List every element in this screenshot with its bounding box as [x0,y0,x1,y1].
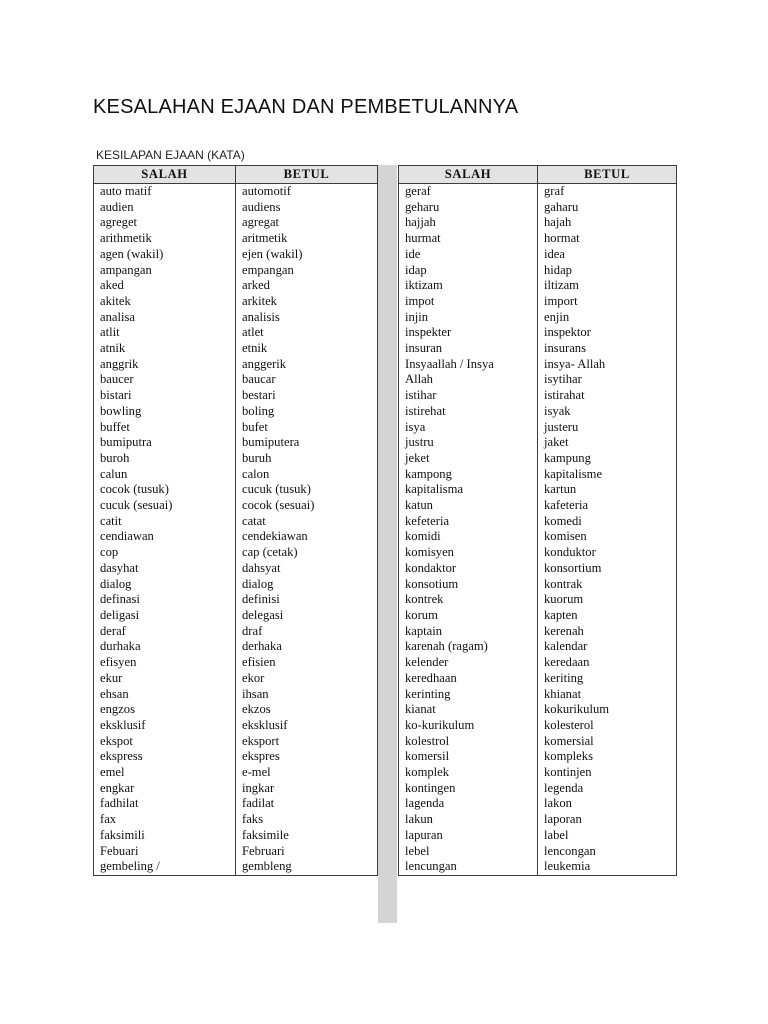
cell-betul: eksklusif [236,718,378,734]
cell-salah: keredhaan [399,671,538,687]
table-row [399,592,677,608]
table-row [94,200,378,216]
cell-betul: atlet [236,325,378,341]
cell-salah: deraf [94,624,236,640]
table-row [94,545,378,561]
cell-betul: kampung [538,451,677,467]
cell-betul: keredaan [538,655,677,671]
cell-betul: kerenah [538,624,677,640]
table-row [399,608,677,624]
cell-salah: cucuk (sesuai) [94,498,236,514]
table-row [399,467,677,483]
table-header-row [94,166,378,184]
spelling-table-left [93,165,378,876]
table-row [399,357,677,373]
cell-salah: ekspot [94,734,236,750]
table-row [94,781,378,797]
cell-salah: Insyaallah / Insya [399,357,538,373]
cell-betul: ejen (wakil) [236,247,378,263]
cell-salah: kampong [399,467,538,483]
cell-betul: jaket [538,435,677,451]
table-row [94,529,378,545]
table-row [399,263,677,279]
cell-betul: boling [236,404,378,420]
spelling-table-right [398,165,677,876]
table-row [399,498,677,514]
cell-salah: hurmat [399,231,538,247]
cell-betul: lencongan [538,844,677,860]
table-row [399,404,677,420]
cell-salah: komidi [399,529,538,545]
cell-betul: khianat [538,687,677,703]
cell-salah: ehsan [94,687,236,703]
cell-salah: calun [94,467,236,483]
table-row [399,482,677,498]
table-row [94,357,378,373]
table-row [94,388,378,404]
cell-betul: kuorum [538,592,677,608]
cell-salah: cendiawan [94,529,236,545]
table-row [399,655,677,671]
header-salah: SALAH [94,166,236,184]
cell-salah: atlit [94,325,236,341]
cell-salah: buroh [94,451,236,467]
cell-salah: lagenda [399,796,538,812]
table-row [399,215,677,231]
table-row [399,577,677,593]
cell-betul: kolesterol [538,718,677,734]
table-row [94,372,378,388]
cell-betul: komedi [538,514,677,530]
table-row [94,734,378,750]
cell-betul: kompleks [538,749,677,765]
cell-salah: durhaka [94,639,236,655]
cell-betul: hidap [538,263,677,279]
table-row [94,310,378,326]
cell-betul: hajah [538,215,677,231]
table-row [94,655,378,671]
table-row [399,231,677,247]
table-row [399,325,677,341]
cell-betul: ekor [236,671,378,687]
cell-salah: isya [399,420,538,436]
cell-betul: cocok (sesuai) [236,498,378,514]
cell-betul: kokurikulum [538,702,677,718]
table-row [399,828,677,844]
cell-salah: audien [94,200,236,216]
cell-salah: korum [399,608,538,624]
cell-betul: Februari [236,844,378,860]
table-row [94,687,378,703]
cell-betul: e-mel [236,765,378,781]
cell-betul: kontrak [538,577,677,593]
cell-betul: iltizam [538,278,677,294]
table-row [94,420,378,436]
cell-salah: komplek [399,765,538,781]
cell-salah: lebel [399,844,538,860]
cell-salah: insuran [399,341,538,357]
cell-betul: konsortium [538,561,677,577]
cell-betul: hormat [538,231,677,247]
table-row [399,844,677,860]
cell-salah: ide [399,247,538,263]
cell-salah: fadhilat [94,796,236,812]
cell-salah: Allah [399,372,538,388]
cell-salah: agen (wakil) [94,247,236,263]
cell-salah: engzos [94,702,236,718]
cell-salah: cocok (tusuk) [94,482,236,498]
cell-betul: empangan [236,263,378,279]
cell-salah: komisyen [399,545,538,561]
cell-betul: ihsan [236,687,378,703]
cell-betul: draf [236,624,378,640]
table-row [399,200,677,216]
cell-betul: derhaka [236,639,378,655]
cell-betul: automotif [236,184,378,200]
column-separator [378,165,397,923]
cell-salah: eksklusif [94,718,236,734]
cell-betul: isyak [538,404,677,420]
cell-salah: jeket [399,451,538,467]
cell-salah: auto matif [94,184,236,200]
table-body [399,184,677,876]
cell-betul: lakon [538,796,677,812]
cell-betul: arkitek [236,294,378,310]
cell-betul: anggerik [236,357,378,373]
cell-salah: dialog [94,577,236,593]
table-row [399,796,677,812]
cell-salah: baucer [94,372,236,388]
table-row [94,247,378,263]
table-row [94,215,378,231]
header-salah: SALAH [399,166,538,184]
table-row [94,749,378,765]
cell-betul: bumiputera [236,435,378,451]
cell-betul: cendekiawan [236,529,378,545]
table-row [94,702,378,718]
cell-salah: kondaktor [399,561,538,577]
table-row [399,451,677,467]
cell-betul: delegasi [236,608,378,624]
cell-betul: kontinjen [538,765,677,781]
cell-betul: eksport [236,734,378,750]
table-row [399,812,677,828]
cell-salah: kapitalisma [399,482,538,498]
cell-salah: kefeteria [399,514,538,530]
cell-salah: arithmetik [94,231,236,247]
table-row [399,671,677,687]
cell-betul: cucuk (tusuk) [236,482,378,498]
table-row [399,687,677,703]
cell-betul: konduktor [538,545,677,561]
cell-salah: agreget [94,215,236,231]
table-row [399,561,677,577]
cell-betul: insurans [538,341,677,357]
cell-salah: justru [399,435,538,451]
cell-salah: Febuari [94,844,236,860]
table-row [94,482,378,498]
cell-betul: cap (cetak) [236,545,378,561]
table-row [94,231,378,247]
cell-betul: ekspres [236,749,378,765]
table-row [94,844,378,860]
cell-salah: engkar [94,781,236,797]
table-row [94,796,378,812]
table-row [399,341,677,357]
table-row [94,435,378,451]
cell-betul: arked [236,278,378,294]
cell-betul: label [538,828,677,844]
cell-betul: enjin [538,310,677,326]
cell-betul: justeru [538,420,677,436]
cell-betul: komersial [538,734,677,750]
table-row [399,702,677,718]
section-title: KESILAPAN EJAAN (KATA) [96,148,245,162]
cell-betul: aritmetik [236,231,378,247]
cell-salah: inspekter [399,325,538,341]
cell-salah: lencungan [399,859,538,875]
cell-salah: kontrek [399,592,538,608]
cell-salah: kontingen [399,781,538,797]
cell-salah: dasyhat [94,561,236,577]
cell-betul: import [538,294,677,310]
cell-salah: ampangan [94,263,236,279]
cell-salah: faksimili [94,828,236,844]
cell-betul: inspektor [538,325,677,341]
cell-salah: kolestrol [399,734,538,750]
cell-betul: komisen [538,529,677,545]
table-header-row [399,166,677,184]
cell-betul: istirahat [538,388,677,404]
table-row [399,765,677,781]
table-row [399,859,677,875]
table-row [399,749,677,765]
document-title: KESALAHAN EJAAN DAN PEMBETULANNYA [93,96,519,118]
table-row [94,765,378,781]
cell-salah: anggrik [94,357,236,373]
cell-betul: graf [538,184,677,200]
table-row [399,310,677,326]
cell-salah: hajjah [399,215,538,231]
table-row [399,529,677,545]
table-row [94,404,378,420]
table-row [399,514,677,530]
cell-betul: isytihar [538,372,677,388]
cell-betul: analisis [236,310,378,326]
cell-salah: akitek [94,294,236,310]
cell-betul: fadilat [236,796,378,812]
cell-betul: kapten [538,608,677,624]
cell-betul: laporan [538,812,677,828]
table-row [399,372,677,388]
cell-betul: definisi [236,592,378,608]
cell-salah: bowling [94,404,236,420]
cell-salah: ekur [94,671,236,687]
cell-salah: efisyen [94,655,236,671]
table-row [94,514,378,530]
cell-salah: kaptain [399,624,538,640]
cell-salah: geraf [399,184,538,200]
cell-betul: buruh [236,451,378,467]
table-row [94,294,378,310]
cell-salah: catit [94,514,236,530]
header-betul: BETUL [538,166,677,184]
table-row [399,624,677,640]
cell-betul: dialog [236,577,378,593]
cell-betul: etnik [236,341,378,357]
table-row [399,278,677,294]
table-row [399,734,677,750]
table-row [399,184,677,200]
cell-salah: iktizam [399,278,538,294]
table-row [94,608,378,624]
header-betul: BETUL [236,166,378,184]
cell-salah: ekspress [94,749,236,765]
table-row [94,812,378,828]
cell-betul: efisien [236,655,378,671]
cell-salah: impot [399,294,538,310]
table-row [94,498,378,514]
table-row [94,263,378,279]
cell-betul: dahsyat [236,561,378,577]
cell-salah: fax [94,812,236,828]
table-row [399,420,677,436]
cell-salah: aked [94,278,236,294]
cell-salah: geharu [399,200,538,216]
cell-salah: lapuran [399,828,538,844]
table-row [399,781,677,797]
cell-salah: katun [399,498,538,514]
table-row [94,561,378,577]
cell-salah: kianat [399,702,538,718]
cell-betul: gaharu [538,200,677,216]
cell-salah: idap [399,263,538,279]
cell-betul: audiens [236,200,378,216]
table-row [399,294,677,310]
table-row [94,278,378,294]
cell-salah: atnik [94,341,236,357]
cell-salah: ko-kurikulum [399,718,538,734]
cell-betul: gembleng [236,859,378,875]
table-row [94,859,378,875]
cell-salah: istirehat [399,404,538,420]
table-row [94,341,378,357]
cell-betul: ingkar [236,781,378,797]
table-row [399,718,677,734]
cell-betul: kalendar [538,639,677,655]
table-row [94,828,378,844]
cell-salah: gembeling / [94,859,236,875]
cell-betul: ekzos [236,702,378,718]
cell-salah: bumiputra [94,435,236,451]
table-row [94,639,378,655]
cell-betul: kapitalisme [538,467,677,483]
cell-betul: agregat [236,215,378,231]
cell-salah: konsotium [399,577,538,593]
table-body [94,184,378,876]
table-row [94,184,378,200]
table-row [94,671,378,687]
cell-salah: bistari [94,388,236,404]
table-row [399,545,677,561]
cell-salah: kelender [399,655,538,671]
cell-salah: karenah (ragam) [399,639,538,655]
cell-betul: kartun [538,482,677,498]
table-row [94,467,378,483]
table-row [399,639,677,655]
cell-salah: komersil [399,749,538,765]
cell-betul: insya- Allah [538,357,677,373]
cell-salah: emel [94,765,236,781]
table-row [94,592,378,608]
table-row [94,451,378,467]
cell-betul: idea [538,247,677,263]
cell-salah: kerinting [399,687,538,703]
cell-betul: faks [236,812,378,828]
cell-betul: keriting [538,671,677,687]
cell-betul: bestari [236,388,378,404]
table-row [399,247,677,263]
table-row [94,624,378,640]
cell-betul: faksimile [236,828,378,844]
cell-salah: buffet [94,420,236,436]
table-row [94,325,378,341]
cell-salah: analisa [94,310,236,326]
table-row [399,388,677,404]
cell-salah: injin [399,310,538,326]
table-row [399,435,677,451]
cell-salah: cop [94,545,236,561]
cell-betul: baucar [236,372,378,388]
cell-betul: legenda [538,781,677,797]
cell-salah: deligasi [94,608,236,624]
cell-salah: definasi [94,592,236,608]
cell-salah: lakun [399,812,538,828]
cell-betul: leukemia [538,859,677,875]
table-row [94,577,378,593]
cell-betul: kafeteria [538,498,677,514]
cell-betul: bufet [236,420,378,436]
table-row [94,718,378,734]
cell-betul: calon [236,467,378,483]
cell-salah: istihar [399,388,538,404]
cell-betul: catat [236,514,378,530]
